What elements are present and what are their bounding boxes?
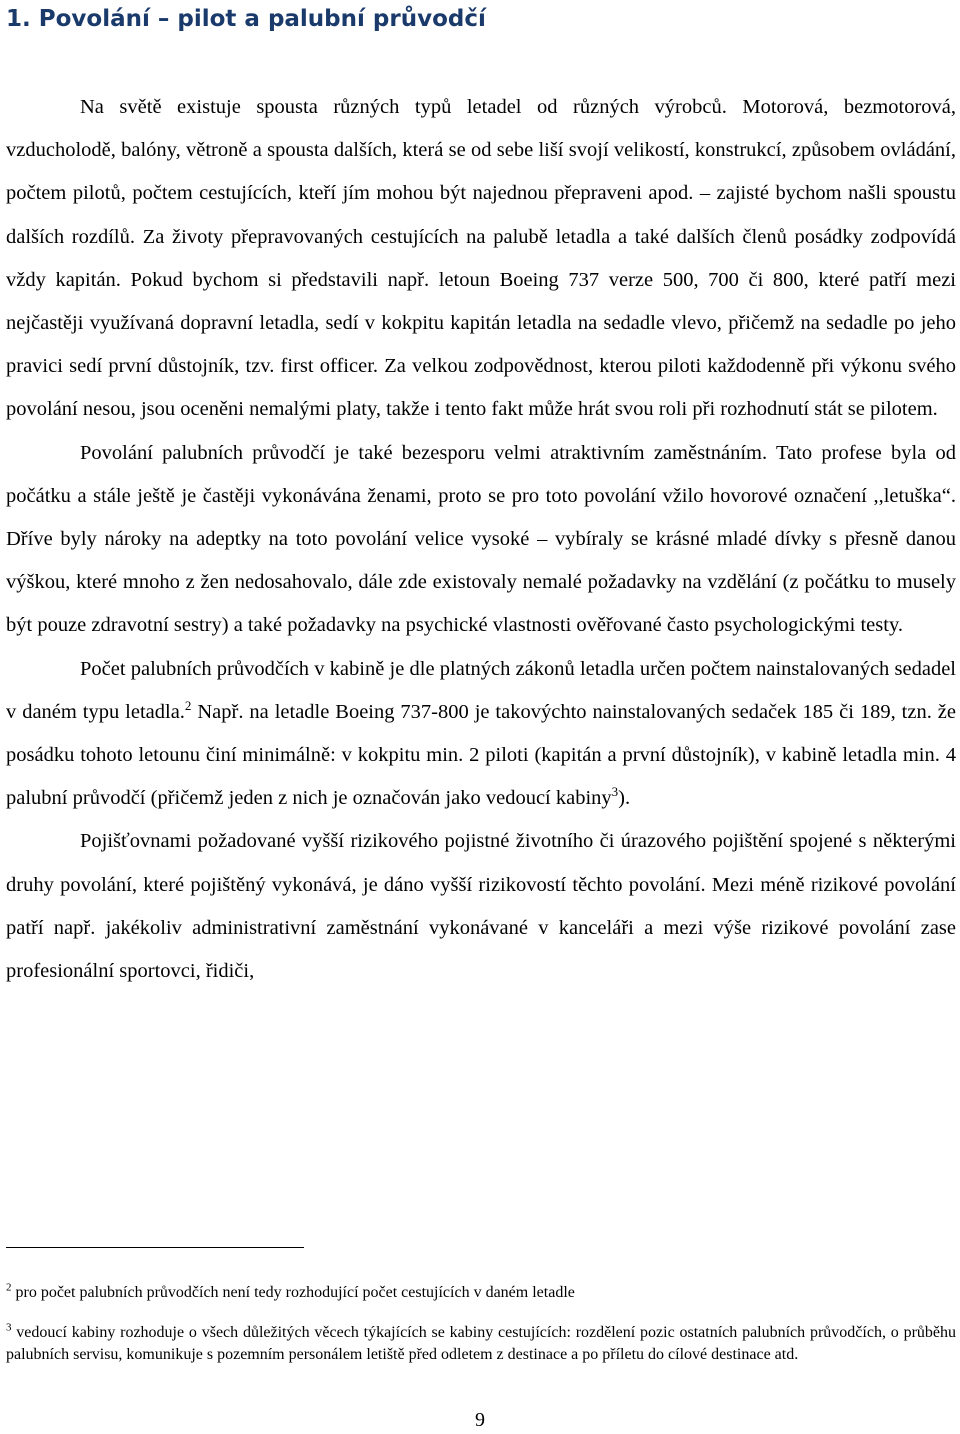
paragraph-3-text-c: ). <box>618 787 631 810</box>
footnote-number: 3 <box>6 1321 12 1334</box>
paragraph-3-text-b: Např. na letadle Boeing 737-800 je takovýchto nainstalovaných sedaček 185 či 189, tzn. že posádku tohoto letounu činí minimálně: v kokpitu min. 2 piloti (kapitán a první důstojník), v kabině letadla min. 4 palubní průvodčí (přičemž jeden z nich je označován jako vedoucí kabiny <box>6 700 956 810</box>
footnote-number: 2 <box>6 1281 12 1294</box>
footnote-ref-3[interactable]: 3 <box>611 784 619 800</box>
body-paragraph-2: Povolání palubních průvodčí je také bezesporu velmi atraktivním zaměstnáním. Tato profese byla od počátku a stále ještě je častěji vykonávána ženami, proto se pro toto povolání vžilo hovorové označení ,,letuška“. Dříve byly nároky na adeptky na toto povolání velice vysoké – vybíraly se krásné mladé dívky s přesně danou výškou, které mnoho z žen nedosahovalo, dále zde existovaly nemalé požadavky na vzdělání (z počátku to musely být pouze zdravotní sestry) a také požadavky na psychické vlastnosti ověřované často psychologickými testy. <box>6 441 956 637</box>
section-heading: 1. Povolání – pilot a palubní průvodčí <box>6 6 486 32</box>
footnote-ref-2[interactable]: 2 <box>184 698 192 714</box>
footnotes-section <box>6 1282 956 1366</box>
document-page <box>6 0 956 993</box>
paragraph-3-text-a: Počet palubních průvodčích v kabině je dle platných zákonů letadla určen počtem nainstalovaných sedadel v daném typu letadla. <box>6 657 956 723</box>
footnote-text: vedoucí kabiny rozhoduje o všech důležitých věcech týkajících se kabiny cestujících: rozdělení pozic ostatních palubních průvodčích, o průběhu palubních servisu, komunikuje s pozemním personálem letiště před odletem z destinace a po příletu do cílové destinace atd. <box>6 1324 956 1363</box>
footnote-text: pro počet palubních průvodčích není tedy rozhodující počet cestujících v daném letadle <box>11 1284 575 1301</box>
footnote-separator <box>6 1247 304 1248</box>
body-paragraph-1: Na světě existuje spousta různých typů letadel od různých výrobců. Motorová, bezmotorová, vzducholodě, balóny, větroně a spousta dalších, která se od sebe liší svojí velikostí, konstrukcí, způsobem ovládání, počtem pilotů, počtem cestujících, kteří jím mohou být najednou přepraveni apod. – zajisté bychom našli spoustu dalších rozdílů. Za životy přepravovaných cestujících na palubě letadla a také dalších členů posádky zodpovídá vždy kapitán. Pokud bychom si představili např. letoun Boeing 737 verze 500, 700 či 800, které patří mezi nejčastěji využívaná dopravní letadla, sedí v kokpitu kapitán letadla na sedadle vlevo, přičemž na sedadle po jeho pravici sedí první důstojník, tzv. first officer. Za velkou zodpovědnost, kterou piloti každodenně při výkonu svého povolání nesou, jsou oceněni nemalými platy, takže i tento fakt může hrát svou roli při rozhodnutí stát se pilotem. <box>6 96 956 421</box>
page-number: 9 <box>475 1409 485 1431</box>
body-paragraph-3 <box>6 648 956 821</box>
footnote-3 <box>6 1322 956 1366</box>
body-paragraph-4: Pojišťovnami požadované vyšší rizikového pojistné životního či úrazového pojištění spojené s některými druhy povolání, které pojištěný vykonává, je dáno vyšší rizikovostí těchto povolání. Mezi méně rizikové povolání patří např. jakékoliv administrativní zaměstnání vykonávané v kanceláři a mezi výše rizikové povolání zase profesionální sportovci, řidiči, <box>6 830 956 983</box>
footnote-2 <box>6 1282 956 1304</box>
